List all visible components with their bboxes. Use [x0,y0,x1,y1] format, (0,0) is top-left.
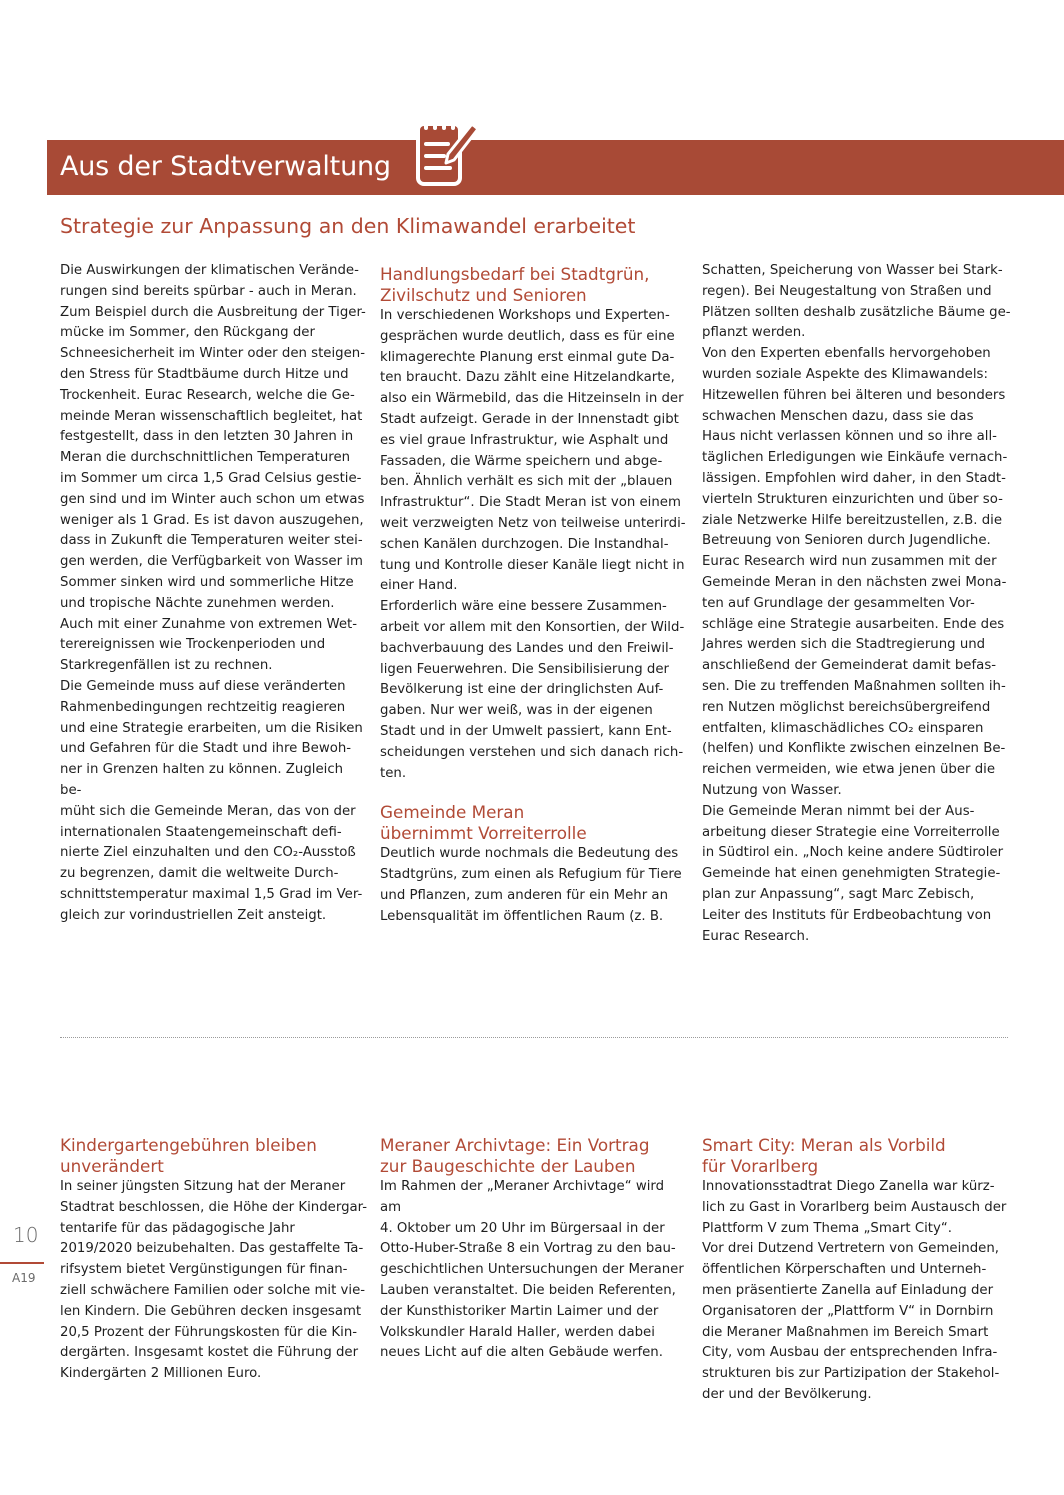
section-divider [60,1037,1008,1038]
article-body-text: Die Auswirkungen der klimatischen Verände- rungen sind bereits spürbar - auch in Meran. Zum Beispiel durch die Ausbreitung der Tiger- mücke im Sommer, den Rückgang der Schneesicherheit im Winter oder den steigen- den Stress für Stadtbäume durch Hitze und Trockenheit. Eurac Research, welche die Ge- meinde Meran wissenschaftlich begleitet, hat festgestellt, dass in den letzten 30 Jahren in Meran die durchschnittlichen Temperaturen im Sommer um circa 1,5 Grad Celsius gestie- gen sind und im Winter auch schon um etwas weniger als 1 Grad. Es ist davon auszugehen, dass in Zukunft die Temperaturen weiter stei- gen werden, die Verfügbarkeit von Wasser im Sommer sinken wird und sommerliche Hitze und tropische Nächte zunehmen werden. Auch mit einer Zunahme von extremen Wet- terereignissen wie Trockenperioden und Starkregenfällen ist zu rechnen. Die Gemeinde muss auf diese veränderten Rahmenbedingungen rechtzeitig reagieren und eine Strategie erarbeiten, um die Risiken und Gefahren für die Stadt und ihre Bewoh- ner in Grenzen halten zu können. Zugleich be- müht sich die Gemeinde Meran, das von der internationalen Staatengemeinschaft defi- nierte Ziel einzuhalten und den CO₂-Ausstoß zu begrenzen, damit die weltweite Durch- schnittstemperatur maximal 1,5 Grad im Ver- gleich zur vorindustriellen Zeit ansteigt. [60,263,366,923]
short-article-headline: Meraner Archivtage: Ein Vortrag zur Baugeschichte der Lauben [380,1135,650,1176]
article-headline: Strategie zur Anpassung an den Klimawandel erarbeitet [60,214,636,238]
short-article-text: Im Rahmen der „Meraner Archivtage“ wird am 4. Oktober um 20 Uhr im Bürgersaal in der Otto-Huber-Straße 8 ein Vortrag zu den bau- geschichtlichen Untersuchungen der Meraner Lauben veranstaltet. Die beiden Referenten, der Kunsthistoriker Martin Laimer und der Volkskundler Harald Haller, werden dabei neues Licht auf die alten Gebäude werfen. [380,1179,684,1361]
article-body-text: Deutlich wurde nochmals die Bedeutung des Stadtgrüns, zum einen als Refugium für Tiere und Pflanzen, zum anderen für ein Mehr an Lebensqualität im öffentlichen Raum (z. B. [380,846,682,924]
short-article [60,1135,368,1385]
short-article-headline: Smart City: Meran als Vorbild für Vorarlberg [702,1135,946,1176]
article-column-1 [60,261,368,927]
article-column-2 [380,264,688,928]
page-number-rule [0,1262,44,1264]
issue-label: A19 [12,1271,36,1285]
article-body-text: In verschiedenen Workshops und Experten- gesprächen wurde deutlich, dass es für eine klimagerechte Planung erst einmal gute Da- ten braucht. Dazu zählt eine Hitzelandkarte, also ein Wärmebild, das die Hitzeinseln in der Stadt aufzeigt. Gerade in der Innenstadt gibt es viel graue Infrastruktur, wie Asphalt und Fassaden, die Wärme speichern und abge- ben. Ähnlich verhält es sich mit der „blauen Infrastruktur“. Die Stadt Meran ist von einem weit verzweigten Netz von teilweise unterirdi- schen Kanälen durchzogen. Die Instandhal- tung und Kontrolle dieser Kanäle liegt nicht in einer Hand. Erforderlich wäre eine bessere Zusammen- arbeit vor allem mit den Konsortien, der Wild- bachverbauung des Landes und den Freiwil- ligen Feuerwehren. Die Sensibilisierung der Bevölkerung ist eine der dringlichsten Auf- gaben. Nur wer weiß, was in der eigenen Stadt und in der Umwelt passiert, kann Ent- scheidungen verstehen und sich danach rich- ten. [380,308,686,781]
section-title: Aus der Stadtverwaltung [60,151,391,182]
article-subheading: Handlungsbedarf bei Stadtgrün, Zivilschutz und Senioren [380,264,650,305]
page-number: 10 [13,1223,39,1247]
article-subheading: Gemeinde Meran übernimmt Vorreiterrolle [380,802,587,844]
short-article [380,1135,688,1364]
section-banner [47,140,1064,195]
short-article-headline: Kindergartengebühren bleiben unverändert [60,1135,317,1176]
article-column-3 [702,261,1014,947]
short-article [702,1135,1014,1406]
notepad-pencil-icon [412,110,480,188]
article-body-text: Schatten, Speicherung von Wasser bei Stark- regen). Bei Neugestaltung von Straßen und Plätzen sollten deshalb zusätzliche Bäume ge- pflanzt werden. Von den Experten ebenfalls hervorgehoben wurden soziale Aspekte des Klimawandels: Hitzewellen führen bei älteren und besonders schwachen Menschen dazu, dass sie das Haus nicht verlassen können und so ihre all- täglichen Erledigungen wie Einkäufe vernach- lässigen. Empfohlen wird daher, in den Stadt- vierteln Strukturen einzurichten und über so- ziale Netzwerke Hilfe bereitzustellen, z.B. die Betreuung von Senioren durch Jugendliche. Eurac Research wird nun zusammen mit der Gemeinde Meran in den nächsten zwei Mona- ten auf Grundlage der gesammelten Vor- schläge eine Strategie ausarbeiten. Ende des Jahres werden sich die Stadtregierung und anschließend der Gemeinderat damit befas- sen. Die zu treffenden Maßnahmen sollten ih- ren Nutzen möglichst bereichsübergreifend entfalten, klimaschädliches CO₂ einsparen (helfen) und Konflikte zwischen einzelnen Be- reichen vermeiden, wie etwa jenen über die Nutzung von Wasser. Die Gemeinde Meran nimmt bei der Aus- arbeitung dieser Strategie eine Vorreiterrolle in Südtirol ein. „Noch keine andere Südtiroler Gemeinde hat einen genehmigten Strategie- plan zur Anpassung“, sagt Marc Zebisch, Leiter des Instituts für Erdbeobachtung von Eurac Research. [702,263,1011,944]
short-article-text: Innovationsstadtrat Diego Zanella war kürz- lich zu Gast in Vorarlberg beim Austausch der Plattform V zum Thema „Smart City“. Vor drei Dutzend Vertretern von Gemeinden, öffentlichen Körperschaften und Unterneh- men präsentierte Zanella auf Einladung der Organisatoren der „Plattform V“ in Dornbirn die Meraner Maßnahmen im Bereich Smart City, vom Ausbau der entsprechenden Infra- strukturen bis zur Partizipation der Stakehol- der und der Bevölkerung. [702,1179,1007,1402]
short-article-text: In seiner jüngsten Sitzung hat der Meraner Stadtrat beschlossen, die Höhe der Kindergar- tentarife für das pädagogische Jahr 2019/2020 beizubehalten. Das gestaffelte Ta- rifsystem bietet Vergünstigungen für finan- ziell schwächere Familien oder solche mit vie- len Kindern. Die Gebühren decken insgesamt 20,5 Prozent der Führungskosten für die Kin- dergärten. Insgesamt kostet die Führung der Kindergärten 2 Millionen Euro. [60,1179,368,1382]
